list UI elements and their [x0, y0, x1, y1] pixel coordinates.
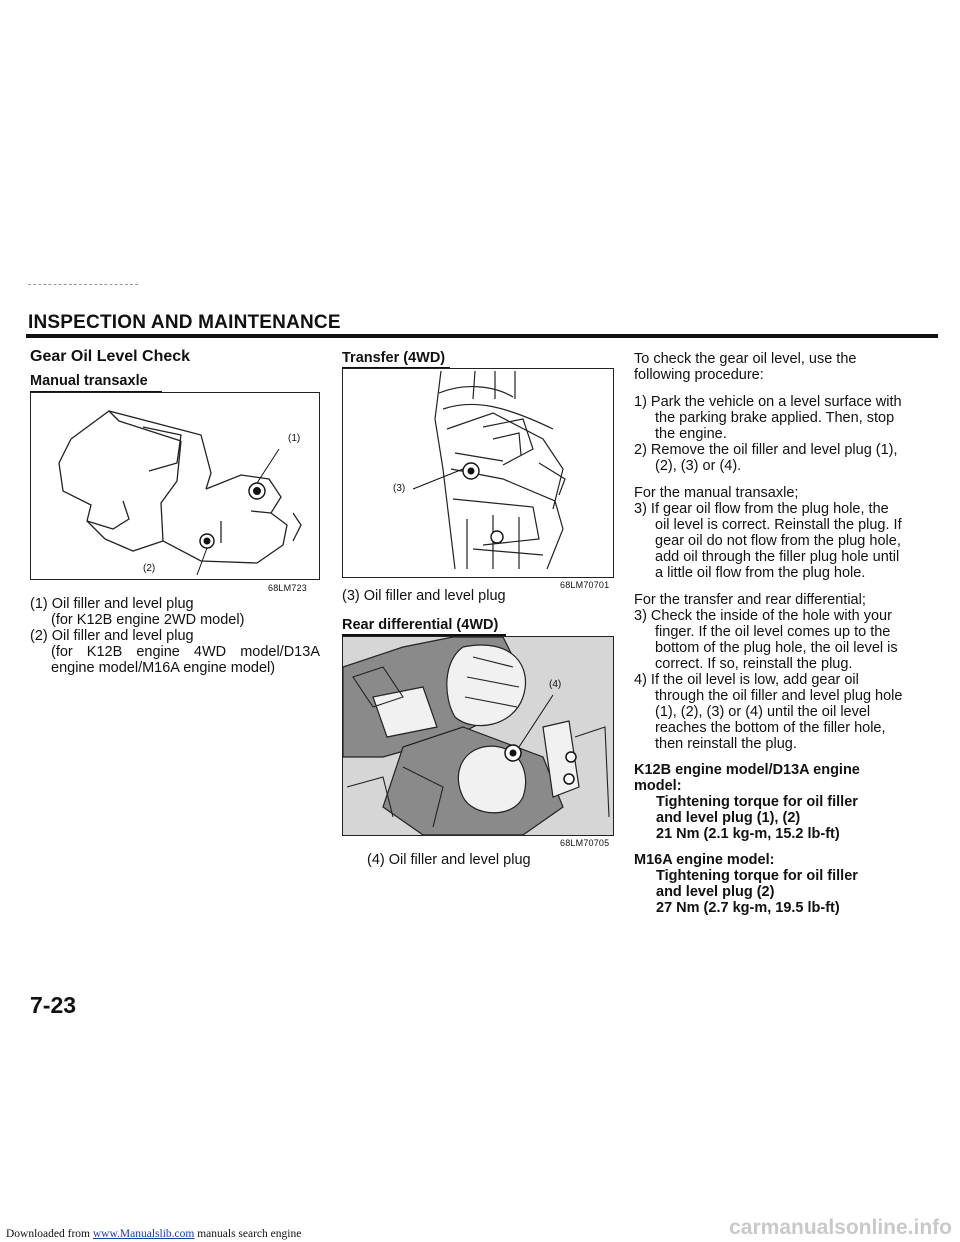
page-number: 7-23	[30, 992, 77, 1018]
transaxle-illustration	[31, 393, 319, 579]
k12b-torque-line-b: and level plug (1), (2)	[656, 810, 801, 826]
step-1: 1) Park the vehicle on a level surface with the parking brake applied. Then, stop the engine.	[634, 394, 902, 442]
callout-3: (3)	[393, 483, 406, 494]
section-header: INSPECTION AND MAINTENANCE	[28, 312, 341, 333]
caption-plug-4: (4) Oil filler and level plug	[367, 852, 531, 868]
caption-plug-1	[30, 596, 320, 628]
caption-2-line-b: (for K12B engine 4WD model/D13A engine model/M16A engine model)	[51, 644, 320, 676]
transfer-figure	[342, 368, 614, 578]
caption-1-line-a: (1) Oil filler and level plug	[30, 596, 194, 612]
gear-oil-heading: Gear Oil Level Check	[30, 348, 191, 365]
rear-diff-illustration	[343, 637, 613, 835]
transfer-label: For the transfer and rear differential;	[634, 592, 866, 608]
manual-transaxle-heading: Manual transaxle	[30, 373, 148, 389]
manualslib-link[interactable]: www.Manualslib.com	[92, 1228, 195, 1240]
footer-suffix: manuals search engine	[197, 1228, 302, 1240]
callout-1: (1)	[288, 433, 301, 444]
download-footer	[6, 1228, 301, 1240]
caption-2-line-a: (2) Oil filler and level plug	[30, 628, 194, 644]
scan-mark	[28, 284, 138, 286]
step-3-manual: 3) If gear oil flow from the plug hole, the oil level is correct. Reinstall the plug. If gear oil do not flow from the plug hole, add oil through the filler plug hole until a little oil flow from the plug hole.	[634, 501, 902, 581]
k12b-torque-value: 21 Nm (2.1 kg-m, 15.2 lb-ft)	[656, 826, 840, 842]
manual-transaxle-figure	[30, 392, 320, 580]
rear-differential-figure	[342, 636, 614, 836]
watermark: carmanualsonline.info	[729, 1216, 952, 1239]
caption-plug-2	[30, 628, 320, 676]
m16a-torque-value: 27 Nm (2.7 kg-m, 19.5 lb-ft)	[656, 900, 840, 916]
m16a-model-label: M16A engine model:	[634, 852, 775, 868]
manual-transaxle-label: For the manual transaxle;	[634, 485, 799, 501]
figure-id: 68LM70705	[560, 838, 610, 848]
m16a-torque-line-a: Tightening torque for oil filler	[656, 868, 858, 884]
k12b-torque-spec	[634, 794, 906, 842]
rear-diff-heading: Rear differential (4WD)	[342, 617, 499, 633]
caption-1-line-b: (for K12B engine 2WD model)	[51, 612, 245, 628]
step-2: 2) Remove the oil filler and level plug (1), (2), (3) or (4).	[634, 442, 898, 474]
header-rule	[26, 334, 938, 338]
transfer-heading: Transfer (4WD)	[342, 350, 446, 366]
k12b-torque-line-a: Tightening torque for oil filler	[656, 794, 858, 810]
caption-plug-3: (3) Oil filler and level plug	[342, 588, 506, 604]
footer-prefix: Downloaded from	[6, 1228, 90, 1240]
callout-4: (4)	[549, 679, 562, 690]
intro-text: To check the gear oil level, use the following procedure:	[634, 351, 857, 383]
callout-2: (2)	[143, 563, 156, 574]
figure-id: 68LM70701	[560, 580, 610, 590]
m16a-torque-spec	[634, 868, 906, 916]
figure-id: 68LM723	[268, 583, 307, 593]
instruction-column	[634, 351, 906, 916]
step-4: 4) If the oil level is low, add gear oil through the oil filler and level plug hole (1), (2), (3) or (4) until the oil level reaches the bottom of the filler hole, then reinstall the plug.	[634, 672, 903, 752]
k12b-model-label: K12B engine model/D13A engine model:	[634, 762, 860, 794]
step-3-transfer: 3) Check the inside of the hole with your finger. If the oil level comes up to the bottom of the plug hole, the oil level is correct. If so, reinstall the plug.	[634, 608, 898, 672]
m16a-torque-line-b: and level plug (2)	[656, 884, 775, 900]
transfer-illustration	[343, 369, 613, 577]
